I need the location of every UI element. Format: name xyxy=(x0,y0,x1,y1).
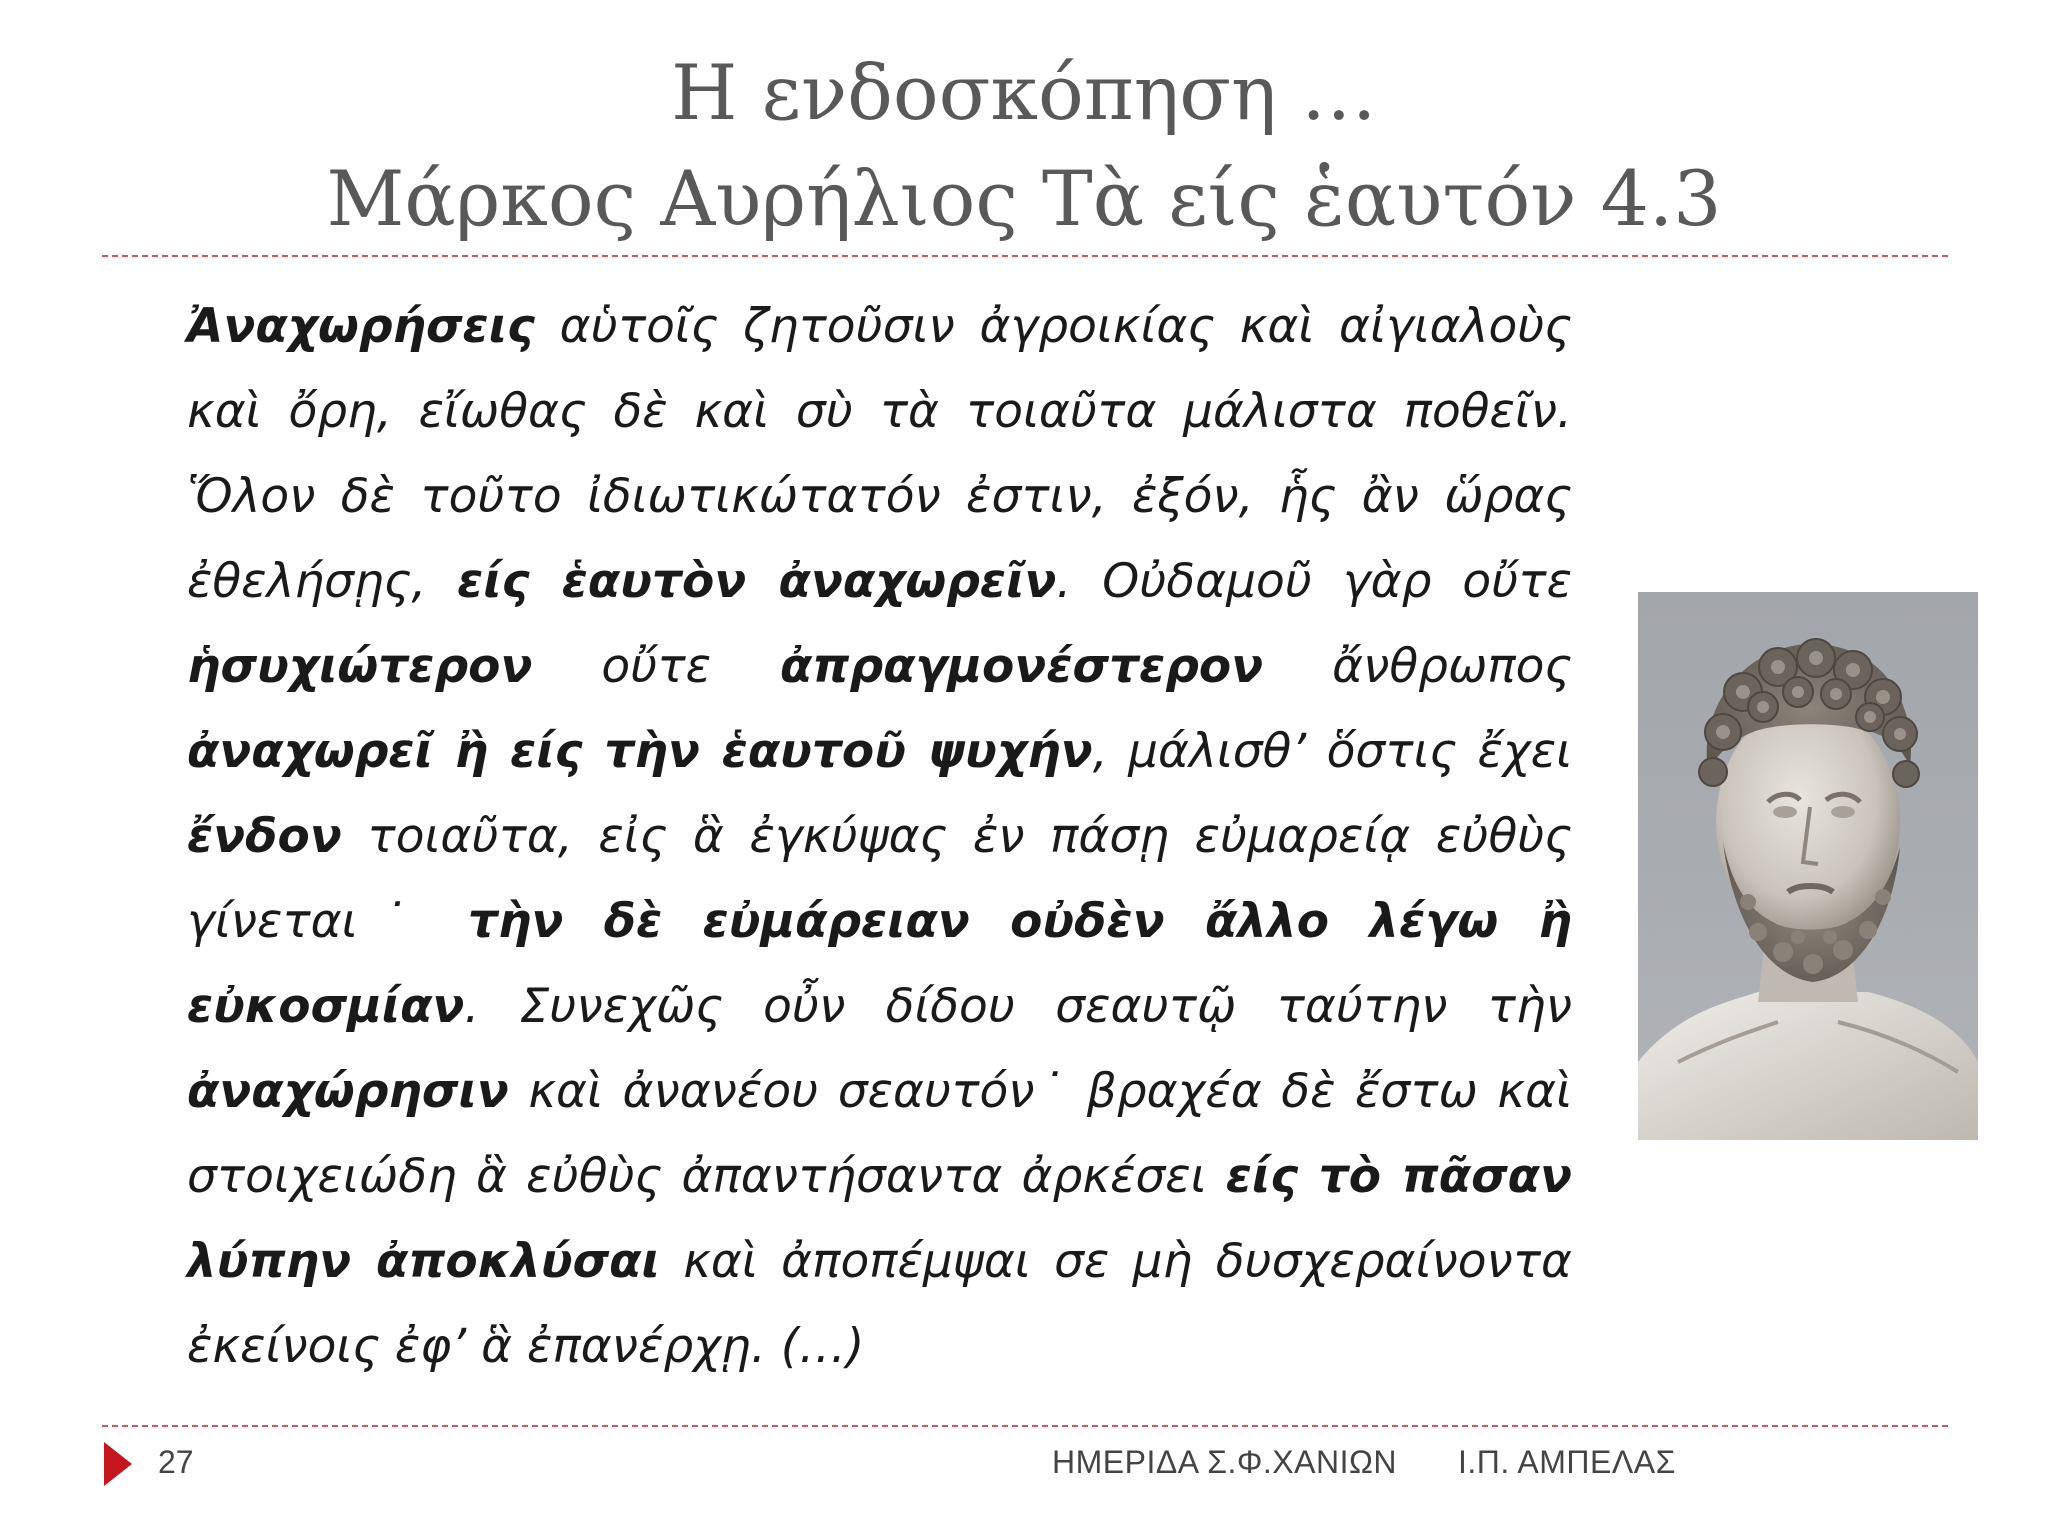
quote-emphasis: είς ἑαυτὸν ἀναχωρεῖν xyxy=(457,554,1057,609)
quote-emphasis: ἀπραγμονέστερον xyxy=(780,639,1264,694)
quote-run: καὶ ἀνανέου σεαυτόν˙ βραχέα δὲ ἔστω καὶ στοιχειώδη ἃ εὐθὺς ἀπαντήσαντα ἀρκέσει xyxy=(187,1064,1572,1204)
quote-run: τοιαῦτα, εἰς ἃ ἐγκύψας ἐν πάσῃ εὐμαρείᾳ εὐθὺς γίνεται˙ xyxy=(187,809,1572,949)
quote-emphasis: τὴν δὲ εὐμάρειαν οὐδὲν ἄλλο λέγω ἢ εὐκοσμίαν xyxy=(187,894,1572,1034)
quote-emphasis: ἀναχώρησιν xyxy=(187,1064,509,1119)
footer-event-name: ΗΜΕΡΙΔΑ Σ.Φ.ΧΑΝΙΩΝ xyxy=(1052,1444,1397,1480)
title-line-1: Η ενδοσκόπηση … xyxy=(671,48,1377,137)
quote-run: , μάλισθ’ ὅστις ἔχει xyxy=(1092,724,1573,779)
quote-emphasis: είς τὸ πᾶσαν λύπην ἀποκλύσαι xyxy=(187,1149,1572,1289)
quote-emphasis: ἡσυχιώτερον xyxy=(187,639,533,694)
quote-run: οὔτε xyxy=(532,639,781,694)
quote-emphasis: ἀναχωρεῖ ἢ είς τὴν ἑαυτοῦ ψυχήν xyxy=(187,724,1093,779)
footer-author: Ι.Π. ΑΜΠΕΛΑΣ xyxy=(1458,1444,1676,1480)
title-line-2: Μάρκος Αυρήλιος Τὰ είς ἑαυτόν 4.3 xyxy=(326,154,1722,243)
quote-run: . Οὐδαμοῦ γὰρ οὔτε xyxy=(1056,554,1572,609)
quote-emphasis: Ἀναχωρήσεις xyxy=(187,299,535,354)
quote-run: καὶ ἀποπέμψαι σε μὴ δυσχεραίνοντα ἐκείνοις ἐφ’ ἃ ἐπανέρχῃ. (…) xyxy=(187,1234,1572,1374)
quote-run: ἄνθρωπος xyxy=(1263,639,1573,694)
footer-arrow-icon xyxy=(104,1442,132,1486)
top-divider xyxy=(102,255,1948,257)
quote-text xyxy=(187,284,1572,1389)
page-number: 27 xyxy=(158,1444,194,1480)
quote-emphasis: ἔνδον xyxy=(187,809,342,864)
quote-run: αὑτοῖς ζητοῦσιν ἀγροικίας καὶ αἰγιαλοὺς καὶ ὄρη, εἴωθας δὲ καὶ σὺ τὰ τοιαῦτα μάλιστα ποθεῖν. Ὅλον δὲ τοῦτο ἰδιωτικώτατόν ἐστιν, ἐξόν, ἧς ἂν ὥρας ἐθελήσῃς, xyxy=(187,299,1572,609)
quote-run: . Συνεχῶς οὖν δίδου σεαυτῷ ταύτην τὴν xyxy=(464,979,1572,1034)
slide-title xyxy=(0,40,2048,252)
bottom-divider xyxy=(102,1425,1948,1427)
marcus-aurelius-bust-image xyxy=(1638,592,1978,1140)
